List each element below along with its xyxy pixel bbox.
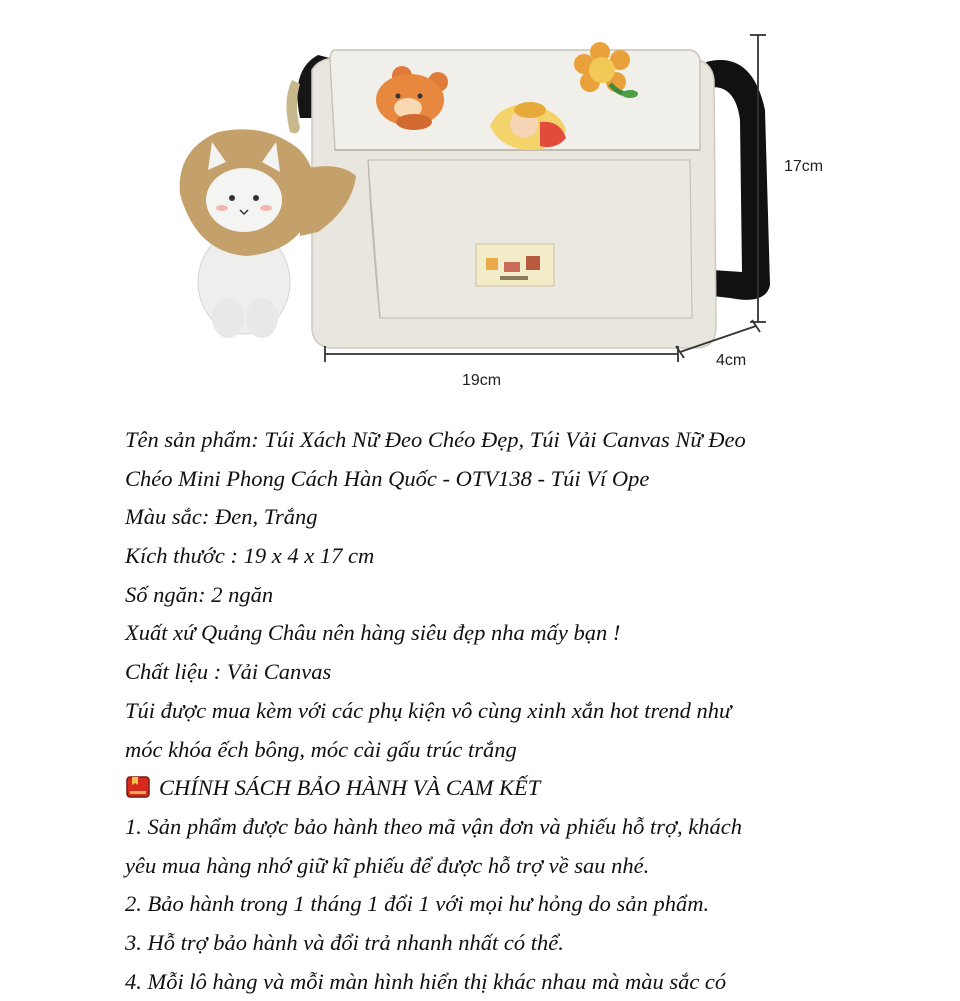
desc-line: Túi được mua kèm với các phụ kiện vô cùng xinh xắn hot trend như bbox=[125, 697, 732, 723]
width-label: 19cm bbox=[462, 372, 502, 389]
policy-line: 3. Hỗ trợ bảo hành và đổi trả nhanh nhất có thể. bbox=[125, 929, 564, 955]
depth-label: 4cm bbox=[716, 352, 747, 369]
desc-line: Chất liệu : Vải Canvas bbox=[125, 659, 332, 685]
desc-line: Tên sản phẩm: Túi Xách Nữ Đeo Chéo Đẹp, Túi Vải Canvas Nữ Đeo bbox=[125, 427, 746, 452]
policy-line: 4. Mỗi lô hàng và mỗi màn hình hiển thị khác nhau mà màu sắc có bbox=[125, 968, 727, 994]
red-book-icon bbox=[125, 775, 151, 799]
desc-line: Xuất xứ Quảng Châu nên hàng siêu đẹp nha mấy bạn ! bbox=[125, 620, 621, 646]
policy-line: yêu mua hàng nhớ giữ kĩ phiếu để được hỗ trợ về sau nhé. bbox=[125, 852, 650, 878]
warranty-heading: CHÍNH SÁCH BẢO HÀNH VÀ CAM KẾT bbox=[159, 775, 541, 801]
front-pocket bbox=[368, 160, 692, 318]
desc-line: Màu sắc: Đen, Trắng bbox=[125, 504, 318, 530]
height-label: 17cm bbox=[784, 158, 824, 175]
product-description bbox=[125, 421, 865, 1001]
product-figure bbox=[0, 0, 960, 400]
desc-line: Chéo Mini Phong Cách Hàn Quốc - OTV138 - Túi Ví Ope bbox=[125, 465, 650, 491]
desc-line: Kích thước : 19 x 4 x 17 cm bbox=[125, 543, 375, 569]
mini-patch bbox=[476, 244, 554, 286]
bag-body bbox=[312, 50, 716, 348]
desc-line: móc khóa ếch bông, móc cài gấu trúc trắng bbox=[125, 736, 517, 762]
warranty-heading-row bbox=[125, 769, 865, 808]
desc-line: Số ngăn: 2 ngăn bbox=[125, 581, 274, 607]
policy-line: 1. Sản phẩm được bảo hành theo mã vận đơn và phiếu hỗ trợ, khách bbox=[125, 813, 742, 839]
policy-line: 2. Bảo hành trong 1 tháng 1 đổi 1 với mọi hư hỏng do sản phẩm. bbox=[125, 891, 710, 917]
